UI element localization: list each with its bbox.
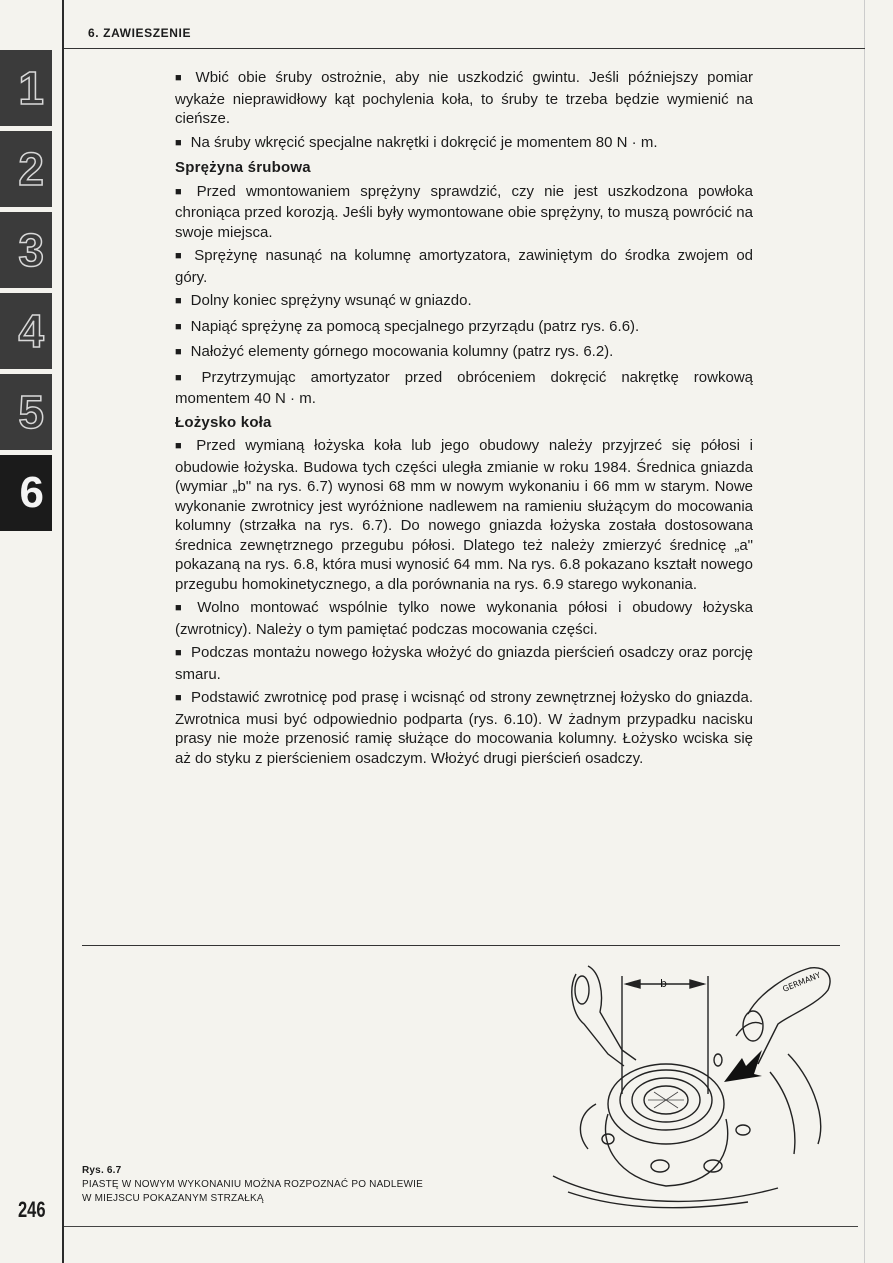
caption-text-line1: PIASTĘ W NOWYM WYKONANIU MOŻNA ROZPOZNAĆ PO NADLEWIE [82,1179,423,1190]
chapter-tab-label: 3 [18,224,44,276]
chapter-tab-label: 2 [18,143,44,195]
header-rule [64,48,865,49]
caption-number: Rys. 6.7 [82,1165,122,1176]
page-number: 246 [18,1197,46,1222]
paragraph: ■ Wbić obie śruby ostrożnie, aby nie uszkodzić gwintu. Jeśli późniejszy pomiar wykaże nieprawidłowy kąt pochylenia koła, to śruby te trzeba będzie wymienić na cieńsze. [175,68,753,129]
strut-arm-left [572,974,624,1066]
chapter-tab-3 [0,212,52,288]
paragraph: ■ Podstawić zwrotnicę pod prasę i wcisnąć od strony zewnętrznej łożysko do gniazda. Zwrotnica musi być odpowiednio podparta (rys. 6.10). W żadnym przypadku nacisku prasy nie może przenosić ramię służące do mocowania kolumny. Łożysko wciska się aż do styku z pierścieniem osadczym. Włożyć drugi pierścień osadczy. [175,688,753,768]
chapter-tab-6-active [0,455,52,531]
chapter-tab-label: 1 [18,62,44,114]
caption-text-line2: W MIEJSCU POKAZANYM STRZAŁKĄ [82,1193,264,1204]
indicator-arrow [724,1050,762,1082]
chapter-tab-label: 4 [18,305,44,357]
page-binding-edge [62,0,64,1263]
chapter-tab-5 [0,374,52,450]
chapter-tab-label: 5 [18,386,44,438]
paragraph: ■ Przytrzymując amortyzator przed obróceniem dokręcić nakrętkę rowkową momentem 40 N · m. [175,368,753,409]
paragraph: ■ Podczas montażu nowego łożyska włożyć do gniazda pierścień osadczy oraz porcję smaru. [175,643,753,684]
paragraph: ■ Przed wymianą łożyska koła lub jego obudowy należy przyjrzeć się półosi i obudowie łożyska. Budowa tych części uległa zmianie w roku 1984. Średnica gniazda (wymiar „b" na rys. 6.7) wynosi 68 mm w nowym wykonaniu i 66 mm w starym. Nowe wykonanie zwrotnicy jest wyróżnione nadlewem na ramieniu służącym do mocowania kolumny (strzałka na rys. 6.7). Do nowego gniazda łożyska została dostosowana średnica zewnętrznego przegubu półosi. Dlatego też należy zmierzyć średnicę „a" pokazaną na rys. 6.8, która musi wynosić 64 mm. Na rys. 6.8 pokazano kształt nowego przegubu homokinetycznego, a dla porównania na rys. 6.9 starego wykonania. [175,436,753,594]
chapter-tabs [0,50,62,536]
body-text [175,68,753,772]
section-header: 6. ZAWIESZENIE [88,26,192,40]
paragraph: ■ Przed wmontowaniem sprężyny sprawdzić, czy nie jest uszkodzona powłoka chroniąca przed korozją. Jeśli były wymontowane obie sprężyny, to muszą powrócić na swoje miejsca. [175,182,753,243]
paragraph: ■ Nałożyć elementy górnego mocowania kolumny (patrz rys. 6.2). [175,342,753,364]
chapter-tab-label: 6 [19,468,44,517]
paragraph: ■ Na śruby wkręcić specjalne nakrętki i dokręcić je momentem 80 N · m. [175,133,753,155]
subheading-bearing: Łożysko koła [175,413,272,431]
chapter-tab-4 [0,293,52,369]
dimension-b-label: b [660,977,667,990]
chapter-tab-1 [0,50,52,126]
footer-rule [64,1226,858,1227]
paragraph: ■ Dolny koniec sprężyny wsunąć w gniazdo. [175,291,753,313]
figure-caption [82,1164,482,1206]
wheel-hub-figure [548,954,840,1216]
paragraph: ■ Sprężynę nasunąć na kolumnę amortyzatora, zawiniętym do środka zwojem od góry. [175,246,753,287]
paragraph: ■ Napiąć sprężynę za pomocą specjalnego przyrządu (patrz rys. 6.6). [175,317,753,339]
page-right-edge [864,0,865,1263]
germany-stamp: GERMANY [781,970,822,994]
figure-rule [82,945,840,946]
paragraph: ■ Wolno montować wspólnie tylko nowe wykonania półosi i obudowy łożyska (zwrotnicy). Należy o tym pamiętać podczas mocowania części. [175,598,753,639]
subheading-spring: Sprężyna śrubowa [175,159,311,176]
chapter-tab-2 [0,131,52,207]
